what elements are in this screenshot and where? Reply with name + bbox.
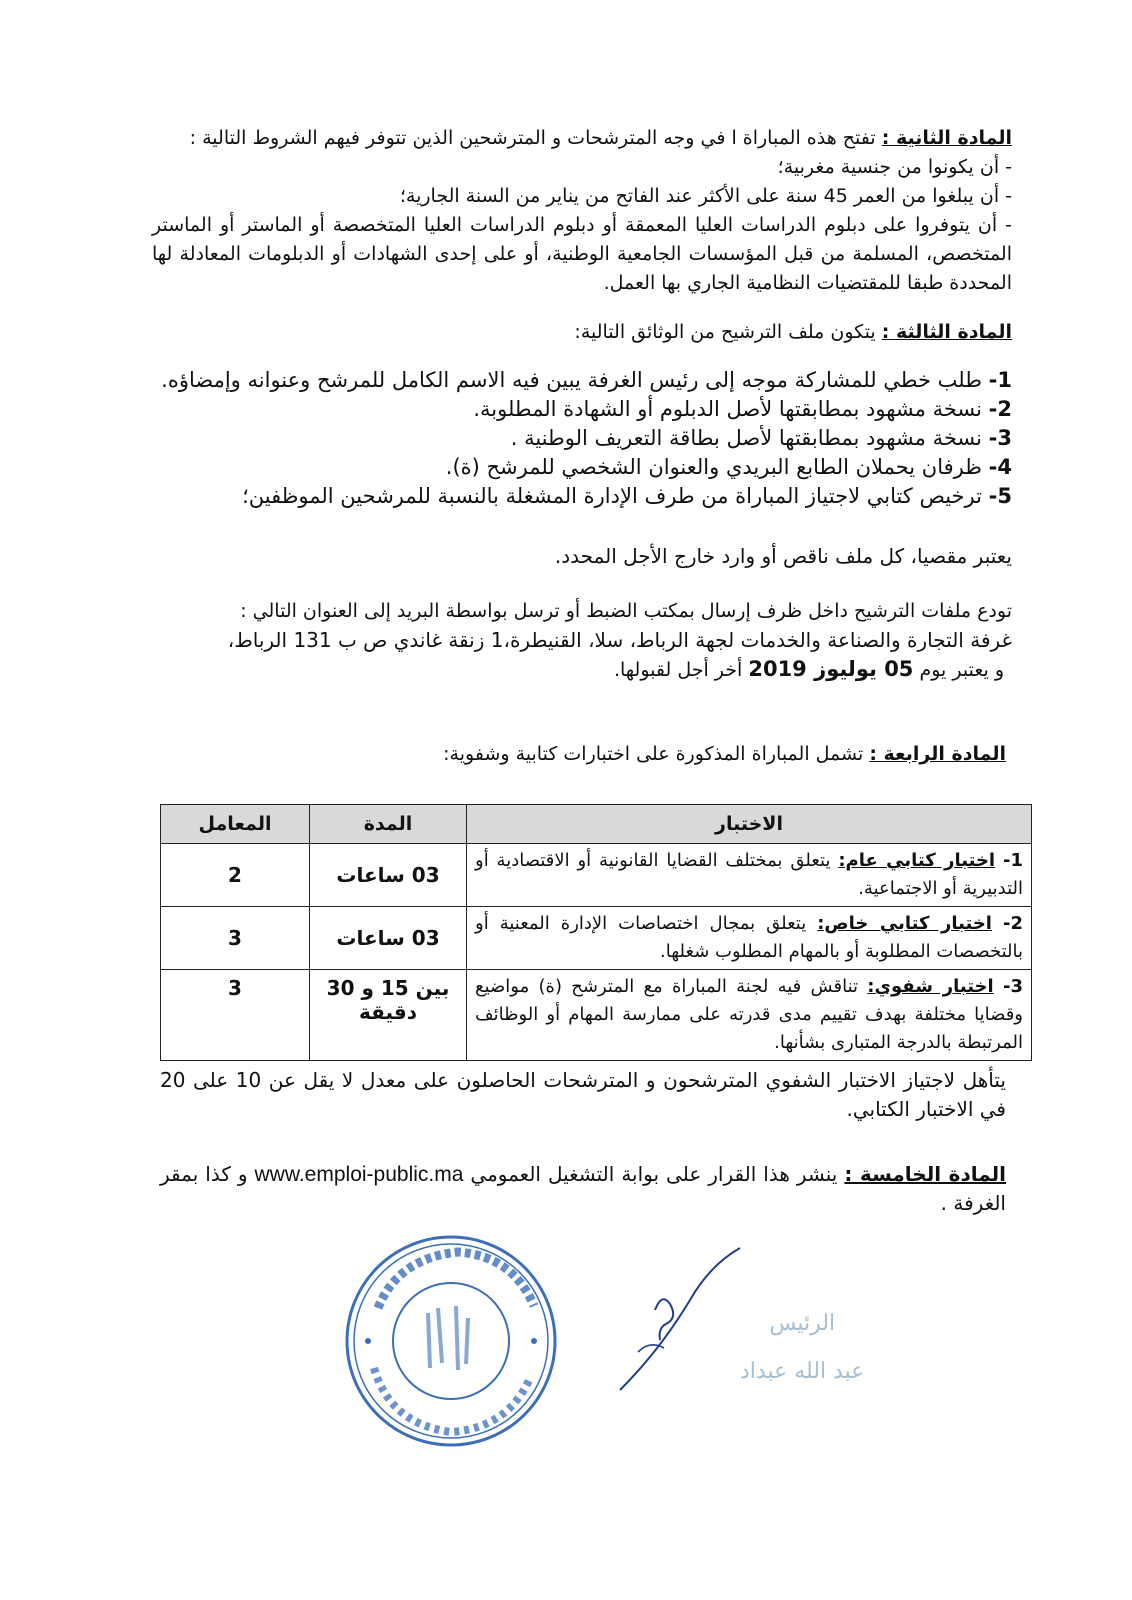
exam-duration: بين 15 و 30 دقيقة [310,970,467,1061]
deposit-instructions [132,597,1012,685]
item-number: 1- [988,368,1012,392]
article-5 [160,1160,1006,1218]
exam-coef: 3 [161,907,310,970]
exam-description [467,907,1032,970]
article-3-intro-line [152,318,1012,347]
oral-note-text: يتأهل لاجتياز الاختبار الشفوي المترشحون و المترشحات الحاصلون على معدل لا يقل عن 10 على 20 في الاختبار الكتابي. [160,1068,1006,1121]
exam-number: 1- [1002,850,1023,871]
article-3-title: المادة الثالثة : [881,321,1012,343]
item-text: ظرفان يحملان الطابع البريدي والعنوان الشخصي للمرشح (ة). [445,455,982,479]
article-2-condition-2: - أن يبلغوا من العمر 45 سنة على الأكثر عند الفاتح من يناير من السنة الجارية؛ [399,185,1012,207]
article-5-text [160,1160,1006,1218]
exam-desc-text: يتعلق بمختلف القضايا القانونية أو الاقتصادية أو التدبيرية أو الاجتماعية. [475,850,1023,899]
exam-number: 3- [1002,976,1023,997]
exam-coef: 2 [161,844,310,907]
incomplete-note [152,542,1012,571]
document-list [152,366,1012,511]
item-text: نسخة مشهود بمطابقتها لأصل الدبلوم أو الشهادة المطلوبة. [473,397,982,421]
exam-description [467,844,1032,907]
article-3 [152,318,1012,347]
exam-coef: 3 [161,970,310,1061]
article-2-condition-1: - أن يكونوا من جنسية مغربية؛ [777,156,1012,178]
exam-number: 2- [1002,913,1023,934]
article-4-intro-line [146,740,1006,769]
item-text: طلب خطي للمشاركة موجه إلى رئيس الغرفة يبين فيه الاسم الكامل للمرشح وعنوانه وإمضاؤه. [161,368,982,392]
article-2-intro: تفتح هذه المباراة ا في وجه المترشحات و المترشحين الذين تتوفر فيهم الشروط التالية : [189,127,876,149]
document-item [152,453,1012,482]
item-number: 3- [988,426,1012,450]
article-2-condition-3: - أن يتوفروا على دبلوم الدراسات العليا المعمقة أو دبلوم الدراسات العليا المتخصصة أو الماستر أو الماستر المتخصص، المسلمة من قبل المؤسسات الجامعية الوطنية، أو على إحدى الشهادات أو الدبلومات المعادلة لها المحددة طبقا للمقتضيات النظامية الجاري بها العمل. [152,214,1012,294]
exam-desc-text: تناقش فيه لجنة المباراة مع المترشح (ة) مواضيع وقضايا مختلفة بهدف تقييم مدى قدرته على ممارسة المهام أو الوظائف المرتبطة بالدرجة المتبارى بشأنها. [475,976,1023,1053]
website-link: www.emploi-public.ma [254,1163,464,1186]
article-4-title: المادة الرابعة : [869,743,1006,765]
exams-table [160,804,1032,1061]
president-signature-block [740,1300,864,1396]
table-row [161,970,1032,1061]
document-item [152,424,1012,453]
document-item [152,395,1012,424]
article-5-text-before: ينشر هذا القرار على بوابة التشغيل العمومي [470,1162,838,1186]
president-name: عبد الله عبداد [740,1359,865,1384]
incomplete-note-text: يعتبر مقصيا، كل ملف ناقص أو وارد خارج الأجل المحدد. [554,544,1012,568]
exam-duration: 03 ساعات [310,844,467,907]
exam-name: اختبار كتابي عام: [838,850,996,871]
handwritten-signature [600,1240,760,1400]
table-row [161,844,1032,907]
item-text: ترخيص كتابي لاجتياز المباراة من طرف الإدارة المشغلة بالنسبة للمرشحين الموظفين؛ [242,484,982,508]
exam-name: اختبار شفوي: [867,976,994,997]
president-title: الرئيس [769,1311,836,1336]
deadline-date: 05 يوليوز 2019 [748,657,914,681]
official-stamp [338,1228,564,1454]
deadline-post: أخر أجل لقبولها. [613,659,743,681]
header-coef: المعامل [161,805,310,844]
article-3-intro: يتكون ملف الترشيح من الوثائق التالية: [574,321,876,343]
article-4-intro: تشمل المباراة المذكورة على اختبارات كتابية وشفوية: [443,743,864,765]
header-duration: المدة [310,805,467,844]
exam-description [467,970,1032,1061]
article-2-intro-line [152,124,1012,153]
deadline-line [132,655,1012,685]
article-5-title: المادة الخامسة : [844,1162,1007,1186]
document-item [152,482,1012,511]
item-text: نسخة مشهود بمطابقتها لأصل بطاقة التعريف الوطنية . [510,426,982,450]
exam-desc-text: يتعلق بمجال اختصاصات الإدارة المعنية أو بالتخصصات المطلوبة أو بالمهام المطلوب شغلها. [475,913,1023,962]
table-header-row [161,805,1032,844]
article-2 [152,124,1012,298]
document-item [152,366,1012,395]
deadline-pre: و يعتبر يوم [919,659,1004,681]
deposit-line-2: غرفة التجارة والصناعة والخدمات لجهة الرباط، سلا، القنيطرة،1 زنقة غاندي ص ب 131 الرباط، [227,628,1012,652]
article-5-text-after: و كذا بمقر الغرفة . [160,1162,1006,1215]
table-row [161,907,1032,970]
exam-duration: 03 ساعات [310,907,467,970]
deposit-line-1: تودع ملفات الترشيح داخل ظرف إرسال بمكتب الضبط أو ترسل بواسطة البريد إلى العنوان التالي : [240,600,1012,622]
article-4 [146,740,1006,769]
item-number: 5- [988,484,1012,508]
article-2-title: المادة الثانية : [881,127,1012,149]
exam-name: اختبار كتابي خاص: [817,913,992,934]
item-number: 2- [988,397,1012,421]
header-exam: الاختبار [467,805,1032,844]
oral-qualification-note [160,1066,1006,1124]
item-number: 4- [988,455,1012,479]
